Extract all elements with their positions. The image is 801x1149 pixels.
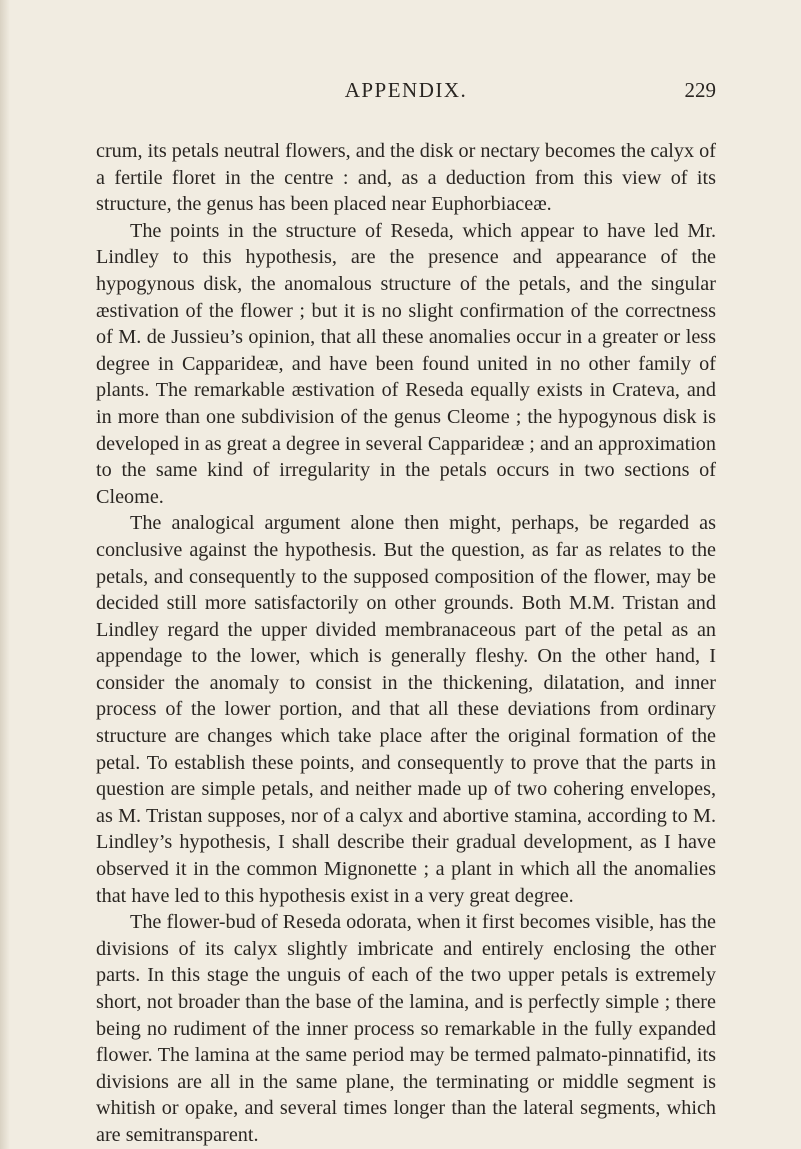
page-number: 229 — [684, 78, 716, 102]
paragraph-1: crum, its petals neutral flowers, and the disk or nectary becomes the calyx of a fertile floret in the centre : and, as a deduction from this view of its structure, the genus has been placed near Euphorbiaceæ. — [96, 140, 716, 216]
page-header — [96, 78, 716, 108]
paragraph-4: The flower-bud of Reseda odorata, when it first becomes visible, has the divisions of its calyx slightly imbricate and entirely enclosing the other parts. In this stage the unguis of each of the two upper petals is extremely short, not broader than the base of the lamina, and is perfectly simple ; there being no rudiment of the inner process so remarkable in the fully expanded flower. The lamina at the same period may be termed palmato-pinnatifid, its divisions are all in the same plane, the terminating or middle segment is whitish or opake, and several times longer than the lateral segments, which are semitransparent. — [96, 911, 716, 1146]
paragraph-3: The analogical argument alone then might, perhaps, be regarded as conclusive against the hypothesis. But the question, as far as relates to the petals, and consequently to the supposed composition of the flower, may be decided still more satisfactorily on other grounds. Both M.M. Tristan and Lindley regard the upper divided membranaceous part of the petal as an appendage to the lower, which is generally fleshy. On the other hand, I consider the anomaly to consist in the thickening, dilatation, and inner process of the lower portion, and that all these deviations from ordinary structure are changes which take place after the original formation of the petal. To establish these points, and consequently to prove that the parts in question are simple petals, and neither made up of two cohering envelopes, as M. Tristan supposes, nor of a calyx and abortive stamina, according to M. Lindley’s hypothesis, I shall describe their gradual development, as I have observed it in the common Mignonette ; a plant in which all the anomalies that have led to this hypothesis exist in a very great degree. — [96, 512, 716, 907]
body-text — [96, 138, 716, 1149]
page-gutter-shadow — [0, 0, 10, 1149]
paragraph-2: The points in the structure of Reseda, which appear to have led Mr. Lindley to this hypothesis, are the presence and appearance of the hypogynous disk, the anomalous structure of the petals, and the singular æstivation of the flower ; but it is no slight confirmation of the correctness of M. de Jussieu’s opinion, that all these anomalies occur in a greater or less degree in Capparideæ, and have been found united in no other family of plants. The remarkable æstivation of Reseda equally exists in Crateva, and in more than one subdivision of the genus Cleome ; the hypogynous disk is developed in as great a degree in several Capparideæ ; and an approximation to the same kind of irregularity in the petals occurs in two sections of Cleome. — [96, 219, 716, 508]
running-head: APPENDIX. — [344, 78, 468, 102]
